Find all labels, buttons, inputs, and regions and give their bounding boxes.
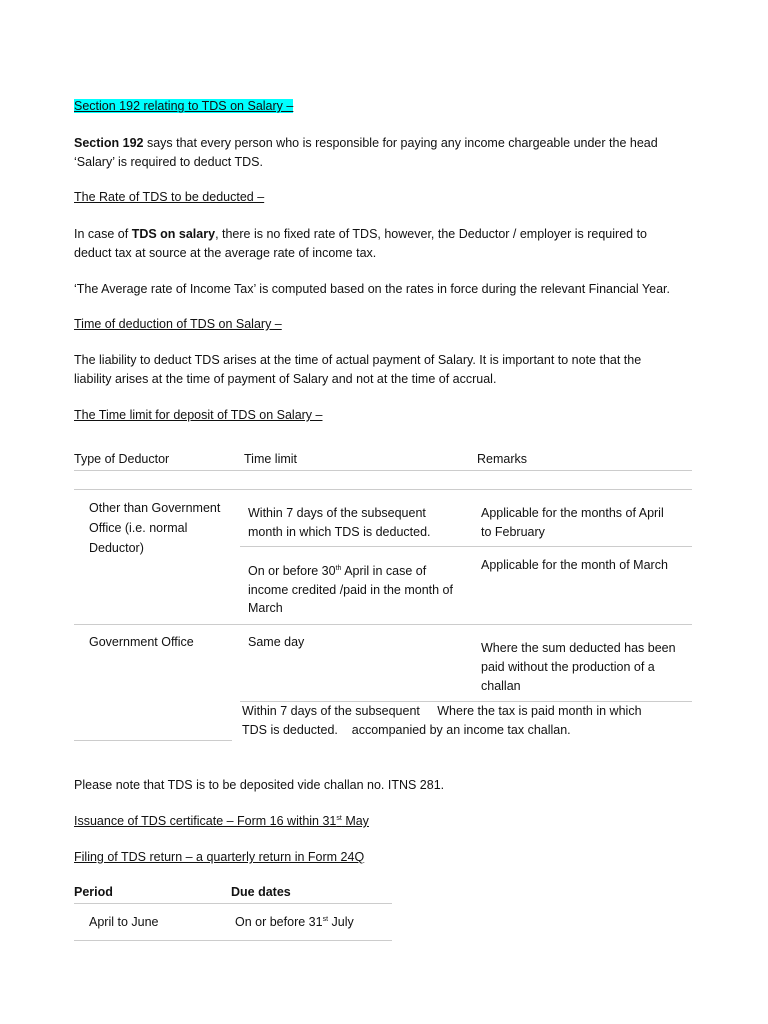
para-average-rate: ‘The Average rate of Income Tax’ is computed based on the rates in force during the relevant Financial Year. (74, 282, 670, 296)
limit-b-post: April in case of (341, 564, 427, 578)
tds-on-salary-bold: TDS on salary (131, 227, 216, 241)
cell-limit-7days-line2: month in which TDS is deducted. (248, 525, 431, 539)
section-192-heading (74, 97, 293, 116)
section-heading-text: Section 192 relating to TDS on Salary – (74, 99, 294, 113)
para-section-192-line2: ‘Salary’ is required to deduct TDS. (74, 155, 263, 169)
table-header-remarks: Remarks (477, 452, 528, 466)
cell-type-other-line3: Deductor) (89, 541, 144, 555)
table-header-type: Type of Deductor (74, 452, 170, 466)
cell-limit-30april-line2: income credited /paid in the month of (248, 583, 453, 597)
cell-limit-30april-line1 (248, 562, 426, 581)
table-rule (240, 546, 692, 547)
cell-remark-apr-feb-line2: to February (481, 525, 545, 539)
cell-type-other-line2: Office (i.e. normal (89, 521, 188, 535)
cell-type-other-line1: Other than Government (89, 501, 221, 515)
issuance-post: May (341, 814, 369, 828)
limit-b-sup: th (335, 565, 342, 572)
para1-line1-rest: says that every person who is responsible for paying any income chargeable under the head (143, 136, 658, 150)
cell-remark-without-challan-line1: Where the sum deducted has been (481, 641, 676, 655)
time-limit-heading: The Time limit for deposit of TDS on Salary – (74, 408, 323, 422)
time-of-deduction-heading: Time of deduction of TDS on Salary – (74, 317, 282, 331)
table-rule (74, 740, 232, 741)
table-rule (74, 470, 692, 471)
table2-cell-period: April to June (89, 915, 159, 929)
limit-b-pre: On or before 30 (248, 564, 336, 578)
cell-remark-march: Applicable for the month of March (481, 558, 668, 572)
issuance-sup: st (336, 815, 342, 822)
table-rule (74, 940, 392, 941)
para-section-192-line1 (74, 134, 658, 153)
table2-cell-due (235, 913, 354, 932)
cell-limit-30april-line3: March (248, 601, 283, 615)
table-rule (74, 903, 392, 904)
due-post: July (328, 915, 354, 929)
para-rate-line1 (74, 225, 647, 244)
cell-merged-line2: TDS is deducted. accompanied by an income tax challan. (242, 723, 571, 737)
table-rule (74, 489, 692, 490)
para2-line1-rest: , there is no fixed rate of TDS, however, the Deductor / employer is required to (215, 227, 647, 241)
section-192-bold: Section 192 (74, 136, 144, 150)
cell-remark-apr-feb-line1: Applicable for the months of April (481, 506, 664, 520)
issuance-pre: Issuance of TDS certificate – Form 16 within 31 (74, 814, 337, 828)
cell-merged-line1: Within 7 days of the subsequent Where the tax is paid month in which (242, 704, 642, 718)
cell-remark-without-challan-line3: challan (481, 679, 521, 693)
challan-note: Please note that TDS is to be deposited vide challan no. ITNS 281. (74, 778, 445, 792)
due-sup: st (322, 916, 329, 923)
para-liability-line2: liability arises at the time of payment of Salary and not at the time of accrual. (74, 372, 497, 386)
cell-type-government: Government Office (89, 635, 194, 649)
para2-lead: In case of (74, 227, 132, 241)
para-liability-line1: The liability to deduct TDS arises at the time of actual payment of Salary. It is important to note that the (74, 353, 642, 367)
cell-limit-7days-line1: Within 7 days of the subsequent (248, 506, 426, 520)
table2-header-period: Period (74, 885, 113, 899)
filing-heading: Filing of TDS return – a quarterly return in Form 24Q (74, 850, 365, 864)
table-rule (74, 624, 692, 625)
cell-limit-same-day: Same day (248, 635, 305, 649)
rate-heading: The Rate of TDS to be deducted – (74, 190, 265, 204)
table2-header-due-dates: Due dates (231, 885, 291, 899)
para-rate-line2: deduct tax at source at the average rate of income tax. (74, 246, 377, 260)
due-pre: On or before 31 (235, 915, 323, 929)
cell-remark-without-challan-line2: paid without the production of a (481, 660, 655, 674)
table-header-time-limit: Time limit (244, 452, 298, 466)
issuance-heading (74, 812, 369, 831)
